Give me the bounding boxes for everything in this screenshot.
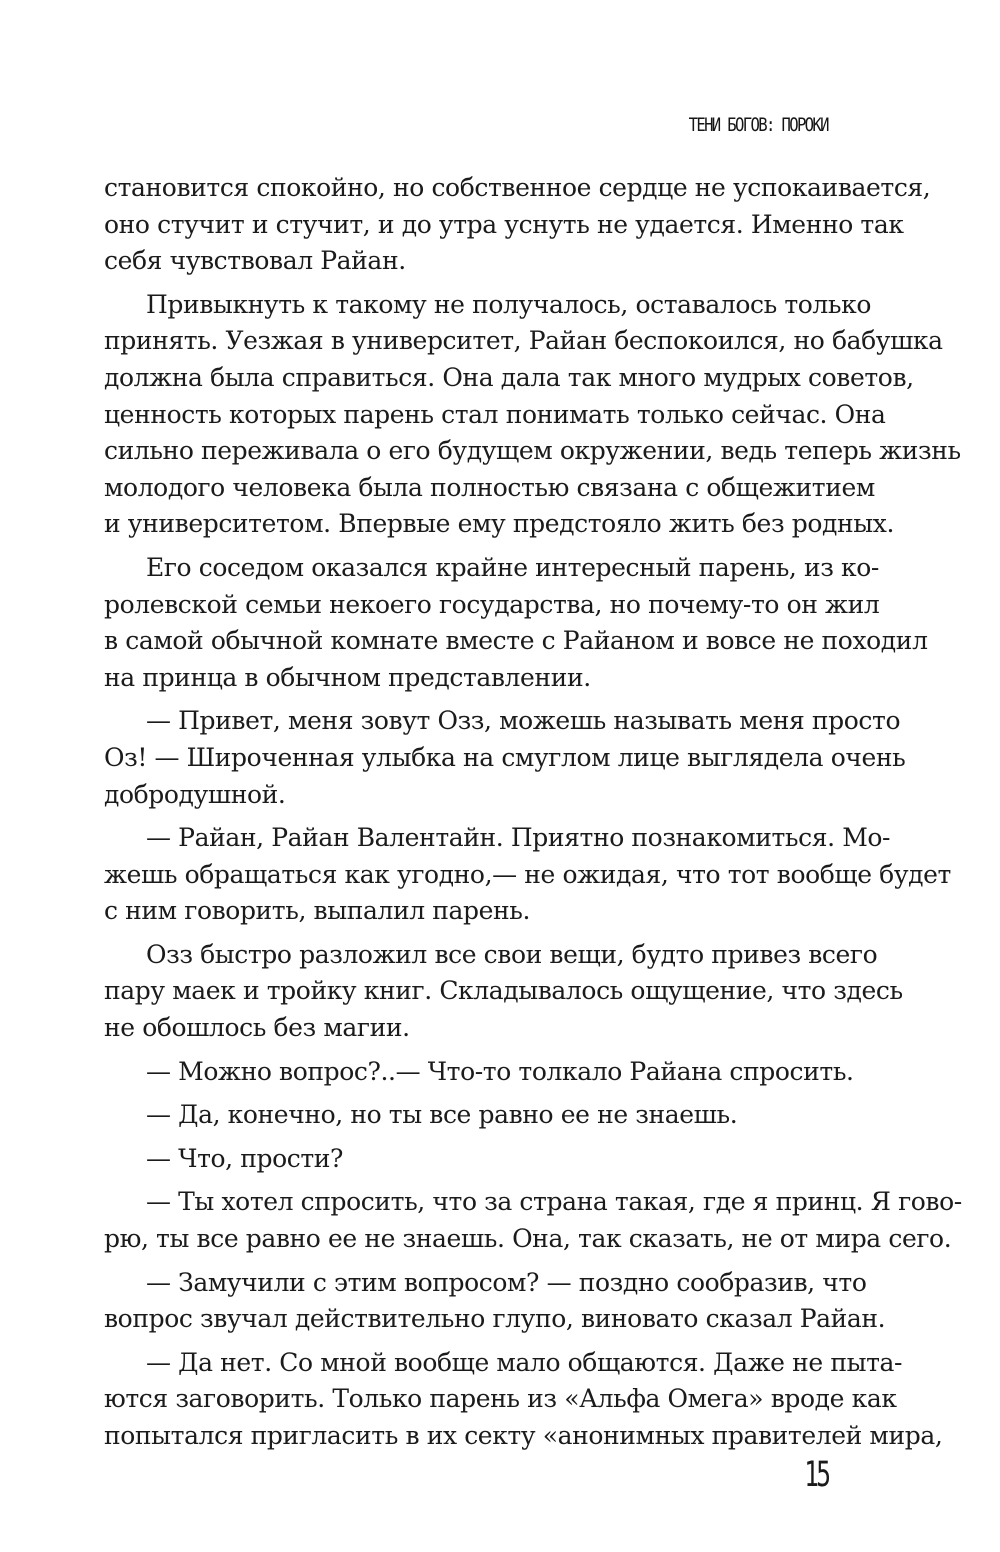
text-line: — Да, конечно, но ты все равно ее не знаешь. xyxy=(146,1100,738,1130)
text-line: молодого человека была полностью связана с общежитием xyxy=(104,472,875,502)
paragraph-gap xyxy=(104,1047,834,1054)
paragraph-gap xyxy=(104,696,834,703)
text-line: сильно переживала о его будущем окружении, ведь теперь жизнь xyxy=(104,436,961,466)
text-line: вопрос звучал действительно глупо, виновато сказал Райан. xyxy=(104,1304,886,1334)
text-line: с ним говорить, выпалил парень. xyxy=(104,896,531,926)
text-line: в самой обычной комнате вместе с Райаном и вовсе не походил xyxy=(104,626,928,656)
running-head: ТЕНИ БОГОВ: ПОРОКИ xyxy=(688,114,828,136)
text-line: ценность которых парень стал понимать только сейчас. Она xyxy=(104,399,886,429)
text-line: не обошлось без магии. xyxy=(104,1013,410,1043)
text-line: — Можно вопрос?..— Что-то толкало Райана спросить. xyxy=(146,1056,854,1086)
text-line: и университетом. Впервые ему предстояло жить без родных. xyxy=(104,509,894,539)
text-line: себя чувствовал Райан. xyxy=(104,246,406,276)
text-line: — Ты хотел спросить, что за страна такая, где я принц. Я гово- xyxy=(146,1187,962,1217)
paragraph-gap xyxy=(104,1338,834,1345)
text-line: ются заговорить. Только парень из «Альфа Омега» вроде как xyxy=(104,1384,897,1414)
text-line: — Замучили с этим вопросом? — поздно сообразив, что xyxy=(146,1267,867,1297)
text-line: пару маек и тройку книг. Складывалось ощущение, что здесь xyxy=(104,976,903,1006)
paragraph-gap xyxy=(104,543,834,550)
page-number: 15 xyxy=(804,1455,828,1495)
paragraph-gap xyxy=(104,280,834,287)
paragraph-gap xyxy=(104,813,834,820)
text-line: Его соседом оказался крайне интересный парень, из ко- xyxy=(146,552,879,582)
paragraph-gap xyxy=(104,1134,834,1141)
paragraph-gap xyxy=(104,1258,834,1265)
text-line: жешь обращаться как угодно,— не ожидая, что тот вообще будет xyxy=(104,859,951,889)
text-line: на принца в обычном представлении. xyxy=(104,662,591,692)
text-line: Озз быстро разложил все свои вещи, будто привез всего xyxy=(146,939,878,969)
text-line: — Привет, меня зовут Озз, можешь называть меня просто xyxy=(146,706,901,736)
text-line: рю, ты все равно ее не знаешь. Она, так сказать, не от мира сего. xyxy=(104,1224,952,1254)
text-line: становится спокойно, но собственное сердце не успокаивается, xyxy=(104,173,931,202)
paragraph-gap xyxy=(104,1177,834,1184)
text-line: попытался пригласить в их секту «анонимных правителей мира, xyxy=(104,1421,943,1450)
text-line: Оз! — Широченная улыбка на смуглом лице выглядела очень xyxy=(104,742,906,772)
paragraph-gap xyxy=(104,1090,834,1097)
text-line: — Да нет. Со мной вообще мало общаются. Даже не пыта- xyxy=(146,1347,903,1377)
text-line: добродушной. xyxy=(104,779,286,809)
text-line: — Райан, Райан Валентайн. Приятно познакомиться. Мо- xyxy=(146,823,891,853)
text-line: принять. Уезжая в университет, Райан беспокоился, но бабушка xyxy=(104,326,943,356)
text-line: Привыкнуть к такому не получалось, оставалось только xyxy=(146,289,872,319)
text-line: должна была справиться. Она дала так много мудрых советов, xyxy=(104,362,914,392)
paragraph-gap xyxy=(104,930,834,937)
body-text xyxy=(104,170,962,1455)
text-line: — Что, прости? xyxy=(146,1143,344,1173)
text-line: оно стучит и стучит, и до утра уснуть не удается. Именно так xyxy=(104,209,904,239)
text-line: ролевской семьи некоего государства, но почему-то он жил xyxy=(104,589,880,619)
